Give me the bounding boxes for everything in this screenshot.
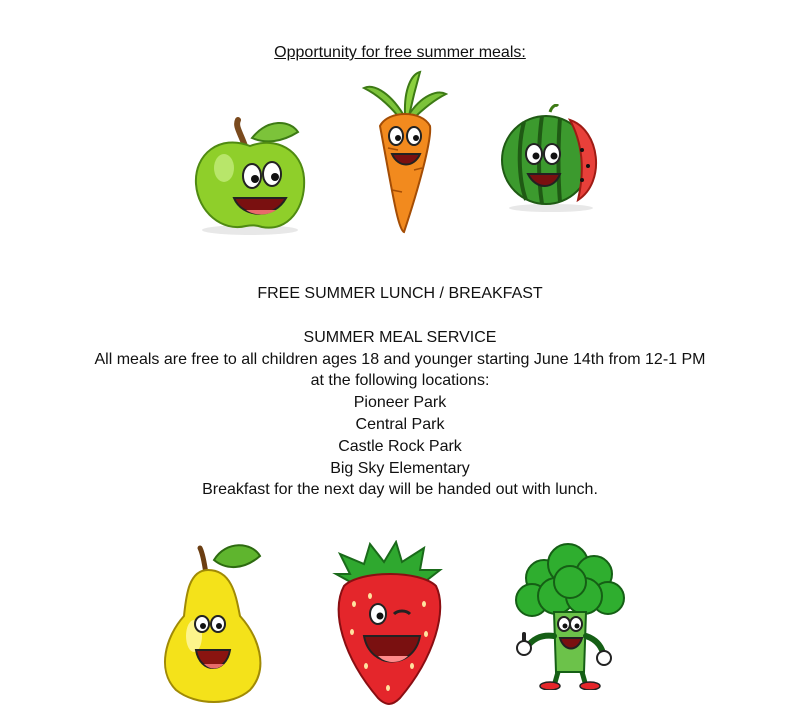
pear-icon	[156, 540, 266, 704]
carrot-icon	[358, 70, 448, 238]
service-intro: All meals are free to all children ages 18 and younger starting June 14th from 12-1 PM	[94, 350, 706, 368]
location-item: Castle Rock Park	[338, 437, 462, 455]
announcement-title: FREE SUMMER LUNCH / BREAKFAST	[257, 285, 543, 302]
location-item: Big Sky Elementary	[330, 459, 470, 477]
watermelon-icon	[496, 104, 606, 214]
announcement	[0, 283, 800, 501]
service-heading: SUMMER MEAL SERVICE	[303, 328, 497, 346]
location-item: Pioneer Park	[353, 394, 447, 412]
service-intro-continued: at the following locations:	[310, 372, 490, 390]
page-heading: Opportunity for free summer meals:	[274, 44, 526, 61]
apple-icon	[190, 112, 310, 237]
location-item: Central Park	[355, 415, 445, 433]
breakfast-note: Breakfast for the next day will be handed out with lunch.	[202, 481, 598, 499]
broccoli-icon	[510, 540, 630, 690]
strawberry-icon	[330, 540, 448, 708]
